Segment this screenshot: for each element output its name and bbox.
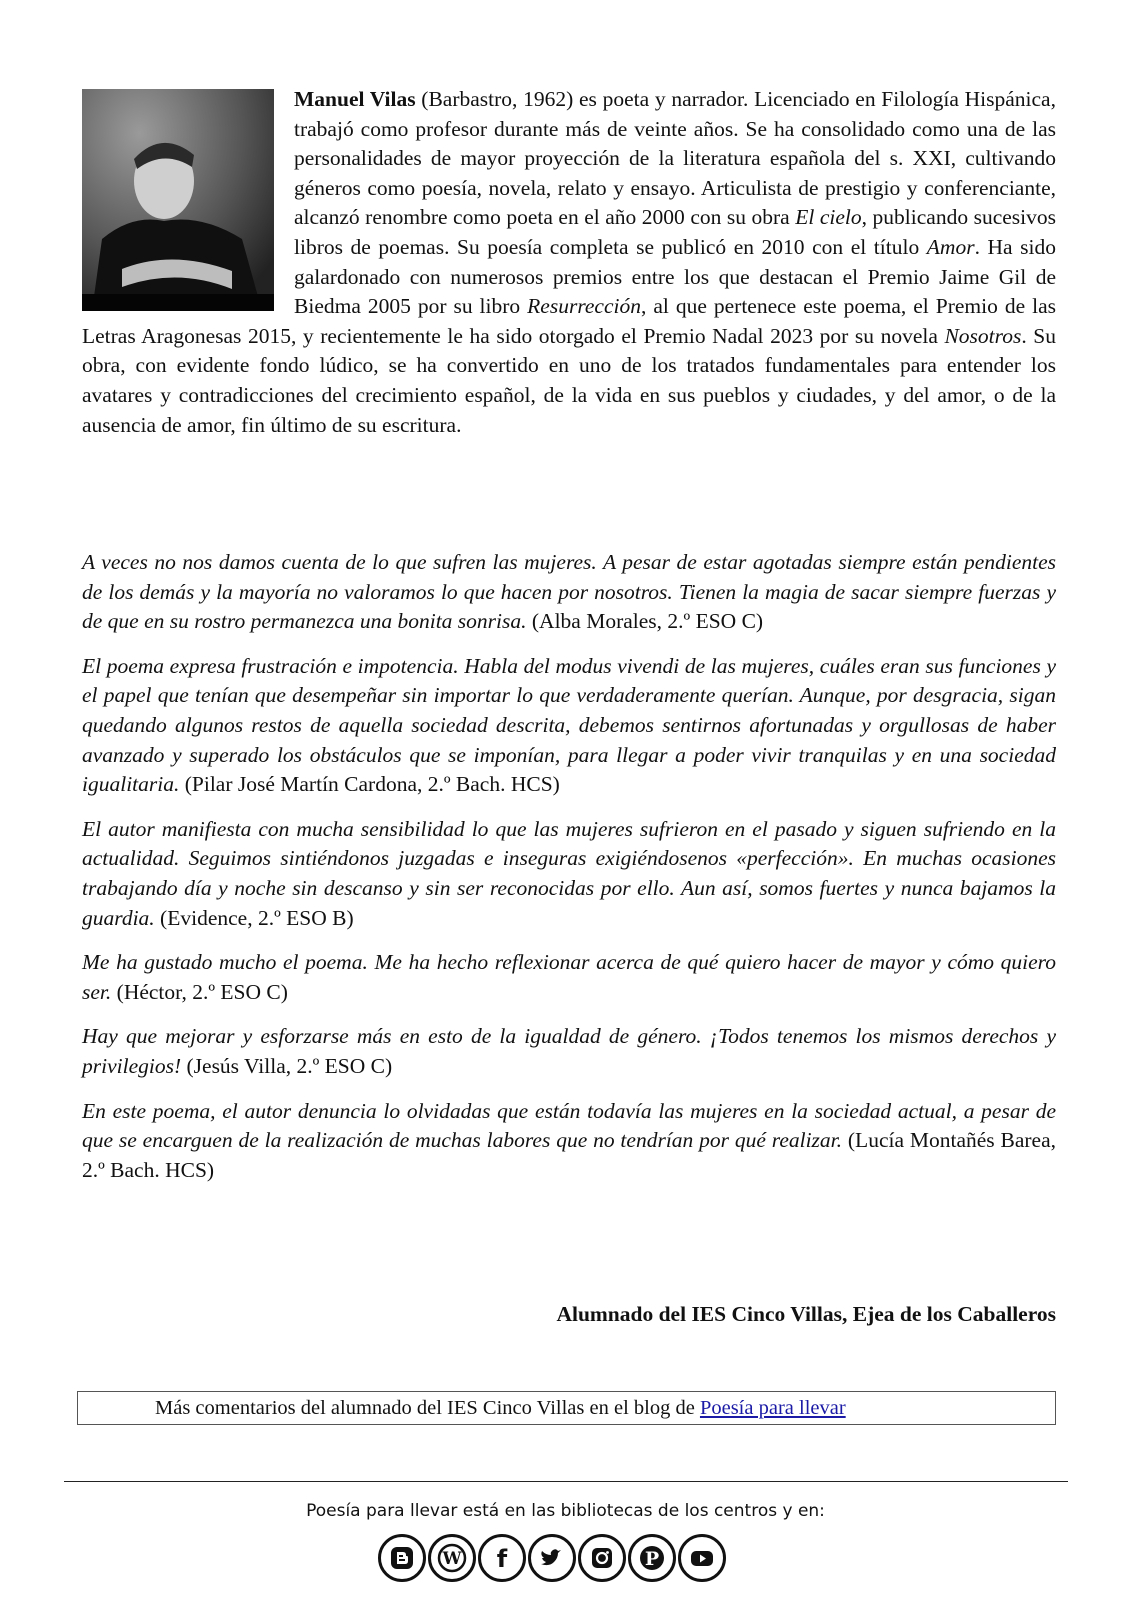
comment-text: El autor manifiesta con mucha sensibilidad lo que las mujeres sufrieron en el pasado y siguen sufriendo en la actualidad. Seguimos sintiéndonos juzgadas e inseguras exigiéndosenos «perfección». En muchas ocasiones trabajando día y noche sin descanso y sin ser reconocidas por ello. Aun así, somos fuertes y nunca bajamos la guardia. (82, 816, 1056, 930)
student-comments (82, 548, 1056, 1200)
twitter-icon[interactable] (528, 1534, 576, 1582)
comment-text: Me ha gustado mucho el poema. Me ha hecho reflexionar acerca de qué quiero hacer de mayor y cómo quiero ser. (82, 950, 1056, 1004)
signature: Alumnado del IES Cinco Villas, Ejea de los Caballeros (556, 1302, 1056, 1326)
wordpress-icon[interactable] (428, 1534, 476, 1582)
comment-paragraph (82, 815, 1056, 933)
author-name: Manuel Vilas (294, 87, 416, 111)
comment-author: (Pilar José Martín Cardona, 2.º Bach. HCS) (179, 772, 560, 797)
comment-paragraph (82, 652, 1056, 800)
svg-text:f: f (496, 1545, 508, 1571)
youtube-icon[interactable] (678, 1534, 726, 1582)
comment-paragraph (82, 1022, 1056, 1081)
bio-text-3: . Ha sido galardonado con numerosos premios entre los que destacan el Premio Jaime Gil de Biedma 2005 por su libro (294, 234, 1056, 319)
facebook-icon[interactable] (478, 1534, 526, 1582)
author-biography (82, 85, 1056, 440)
comment-text: Hay que mejorar y esforzarse más en esto de la igualdad de género. ¡Todos tenemos los mismos derechos y privilegios! (82, 1024, 1056, 1078)
instagram-icon[interactable] (578, 1534, 626, 1582)
work-title: Nosotros (944, 323, 1022, 348)
author-photo (82, 89, 274, 311)
comment-text: A veces no nos damos cuenta de lo que sufren las mujeres. A pesar de estar agotadas siempre están pendientes de los demás y la mayoría no valoramos lo que hacen por nosotros. Tienen la magia de sacar siempre fuerzas y de que en su rostro permanezca una bonita sonrisa. (82, 550, 1056, 634)
blog-link[interactable]: Poesía para llevar (699, 1397, 846, 1419)
pinterest-icon[interactable] (628, 1534, 676, 1582)
social-icons (378, 1534, 726, 1588)
comment-text: El poema expresa frustración e impotencia. Habla del modus vivendi de las mujeres, cuáles eran sus funciones y el papel que tenían que desempeñar sin importar lo que verdaderamente querían. Aunque, por desgracia, sigan quedando algunos restos de aquella sociedad descrita, debemos sentirnos afortunadas y orgullosas de haber avanzado y superado los obstáculos que se imponían, para llegar a poder vivir tranquilas y en una sociedad igualitaria. (82, 653, 1056, 797)
more-comments-text: Más comentarios del alumnado del IES Cinco Villas en el blog de (155, 1397, 700, 1419)
svg-text:W: W (442, 1549, 462, 1569)
comment-paragraph (82, 548, 1056, 637)
bio-text-1: (Barbastro, 1962) es poeta y narrador. Licenciado en Filología Hispánica, trabajó como profesor durante más de veinte años. Se ha consolidado como una de las personalidades de mayor proyección de la literatura española del s. XXI, cultivando géneros como poesía, novela, relato y ensayo. Articulista de prestigio y conferenciante, alcanzó renombre como poeta en el año 2000 con su obra (294, 87, 1056, 230)
bio-text-2: , publicando sucesivos libros de poemas. Su poesía completa se publicó en 2010 con el título (294, 205, 1056, 259)
footer-divider (64, 1481, 1068, 1482)
footer-text: Poesía para llevar está en las bibliotecas de los centros y en: (306, 1501, 825, 1521)
comment-paragraph (82, 1097, 1056, 1186)
bio-text-5: . Su obra, con evidente fondo lúdico, se ha convertido en uno de los tratados fundamentales para entender los avatares y contradicciones del crecimiento español, de la vida en sus pueblos y ciudades, y del amor, o de la ausencia de amor, fin último de su escritura. (82, 323, 1056, 437)
comment-author: (Jesús Villa, 2.º ESO C) (181, 1053, 393, 1078)
more-comments-box (77, 1391, 1056, 1425)
comment-author: (Héctor, 2.º ESO C) (111, 979, 288, 1004)
work-title: Resurrección (527, 294, 641, 319)
comment-author: (Lucía Montañés Barea, 2.º Bach. HCS) (82, 1128, 1056, 1182)
comment-text: En este poema, el autor denuncia lo olvidadas que están todavía las mujeres en la sociedad actual, a pesar de que se encarguen de la realización de muchas labores que no tendrían por qué realizar. (82, 1098, 1056, 1153)
comment-paragraph (82, 948, 1056, 1007)
comment-author: (Alba Morales, 2.º ESO C) (526, 609, 764, 634)
svg-text:P: P (644, 1548, 660, 1570)
blogger-icon[interactable] (378, 1534, 426, 1582)
comment-author: (Evidence, 2.º ESO B) (154, 905, 354, 930)
bio-text-4: , al que pertenece este poema, el Premio de las Letras Aragonesas 2015, y recientemente le ha sido otorgado el Premio Nadal 2023 por su novela (82, 294, 1056, 348)
work-title: Amor (926, 234, 975, 259)
work-title: El cielo (795, 205, 862, 230)
